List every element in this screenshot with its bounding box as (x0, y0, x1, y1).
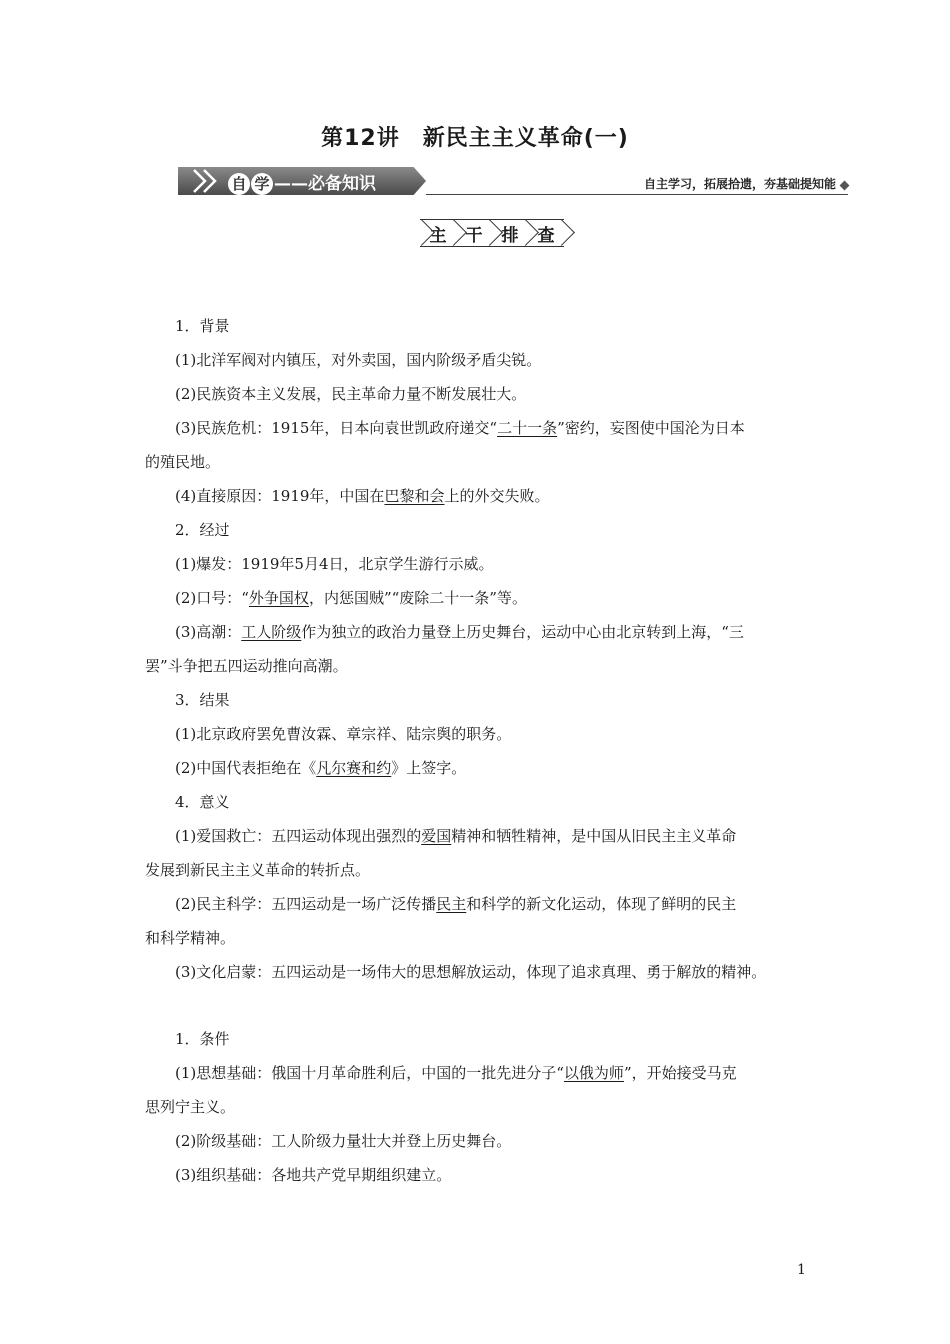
line-text: 上的外交失败。 (444, 487, 550, 505)
key-term: 以俄为师 (563, 1064, 624, 1082)
line-text: 1．背景 (175, 317, 230, 335)
line-text: ，内惩国贼”“废除二十一条”等。 (308, 589, 527, 607)
key-term: 二十一条 (497, 419, 558, 437)
double-chevron-icon (192, 167, 230, 195)
line-text: (3)组织基础：各地共产党早期组织建立。 (175, 1166, 452, 1184)
paragraph-line (145, 819, 813, 853)
key-term: 爱国 (421, 827, 452, 845)
line-text: 和科学精神。 (145, 929, 236, 947)
line-text: (2)中国代表拒绝在《 (175, 759, 317, 777)
section-gap (145, 989, 813, 1022)
line-text: 2．经过 (175, 521, 230, 539)
section-may-fourth (145, 309, 813, 989)
line-text: (2)口号：“ (175, 589, 249, 607)
line-text: (2)民族资本主义发展，民主革命力量不断发展壮大。 (175, 385, 527, 403)
key-term: 民主 (436, 895, 467, 913)
key-term: 工人阶级 (241, 623, 302, 641)
paragraph-line (145, 581, 813, 615)
line-text: 罢”斗争把五四运动推向高潮。 (145, 657, 348, 675)
line-text: 4．意义 (175, 793, 230, 811)
line-text: 精神和牺牲精神，是中国从旧民主主义革命 (451, 827, 737, 845)
paragraph-line (145, 309, 813, 343)
line-text: 》上签字。 (391, 759, 467, 777)
paragraph-line (145, 479, 813, 513)
tag-4: 查 (528, 219, 564, 247)
paragraph-line (145, 921, 813, 955)
paragraph-line (145, 887, 813, 921)
paragraph-line (145, 717, 813, 751)
line-text: (3)文化启蒙：五四运动是一场伟大的思想解放运动，体现了追求真理、勇于解放的精神。 (175, 963, 767, 981)
paragraph-line (145, 1090, 813, 1124)
paragraph-line (145, 445, 813, 479)
section-party-founding (145, 1022, 813, 1192)
tag-3: 排 (492, 219, 528, 247)
section-tags (420, 219, 564, 247)
line-text: (2)阶级基础：工人阶级力量壮大并登上历史舞台。 (175, 1132, 512, 1150)
line-text: 发展到新民主主义革命的转折点。 (145, 861, 371, 879)
line-text: 1．条件 (175, 1030, 230, 1048)
paragraph-line (145, 377, 813, 411)
line-text: ”，开始接受马克 (623, 1064, 737, 1082)
line-text: (3)民族危机：1915年，日本向袁世凯政府递交“ (175, 419, 498, 437)
paragraph-line (145, 411, 813, 445)
paragraph-line (145, 1056, 813, 1090)
paragraph-line (145, 615, 813, 649)
line-text: (1)爆发：1919年5月4日，北京学生游行示威。 (175, 555, 494, 573)
document-body (145, 309, 813, 1192)
line-text: 3．结果 (175, 691, 230, 709)
paragraph-line (145, 683, 813, 717)
paragraph-line (145, 649, 813, 683)
banner-divider (426, 194, 848, 195)
line-text: (4)直接原因：1919年，中国在 (175, 487, 385, 505)
paragraph-line (145, 1022, 813, 1056)
line-text: 的殖民地。 (145, 453, 221, 471)
banner-char-1: 自 (228, 173, 250, 195)
line-text: (3)高潮： (175, 623, 242, 641)
paragraph-line (145, 1124, 813, 1158)
paragraph-line (145, 751, 813, 785)
paragraph-line (145, 513, 813, 547)
banner-note: 自主学习，拓展拾遗，夯基础提知能 (643, 177, 836, 191)
paragraph-line (145, 955, 813, 989)
key-term: 外争国权 (248, 589, 309, 607)
banner-char-2: 学 (251, 173, 273, 195)
banner-title (228, 169, 376, 195)
line-text: (1)北洋军阀对内镇压，对外卖国，国内阶级矛盾尖锐。 (175, 351, 542, 369)
section-banner (178, 167, 848, 197)
paragraph-line (145, 785, 813, 819)
line-text: (1)思想基础：俄国十月革命胜利后，中国的一批先进分子“ (175, 1064, 564, 1082)
paragraph-line (145, 547, 813, 581)
line-text: 思列宁主义。 (145, 1098, 236, 1116)
line-text: (2)民主科学：五四运动是一场广泛传播 (175, 895, 437, 913)
diamond-icon (840, 181, 850, 191)
paragraph-line (145, 1158, 813, 1192)
page-title: 第12讲 新民主主义革命(一) (321, 126, 629, 151)
paragraph-line (145, 853, 813, 887)
line-text: (1)爱国救亡：五四运动体现出强烈的 (175, 827, 422, 845)
tag-2: 干 (456, 219, 492, 247)
tag-1: 主 (420, 219, 456, 247)
line-text: 和科学的新文化运动，体现了鲜明的民主 (466, 895, 737, 913)
paragraph-line (145, 343, 813, 377)
key-term: 巴黎和会 (384, 487, 445, 505)
page-number: 1 (797, 1262, 806, 1278)
line-text: ”密约，妄图使中国沦为日本 (557, 419, 745, 437)
banner-title-rest: ——必备知识 (274, 174, 376, 194)
key-term: 凡尔赛和约 (316, 759, 392, 777)
line-text: 作为独立的政治力量登上历史舞台，运动中心由北京转到上海，“三 (301, 623, 744, 641)
line-text: (1)北京政府罢免曹汝霖、章宗祥、陆宗舆的职务。 (175, 725, 512, 743)
